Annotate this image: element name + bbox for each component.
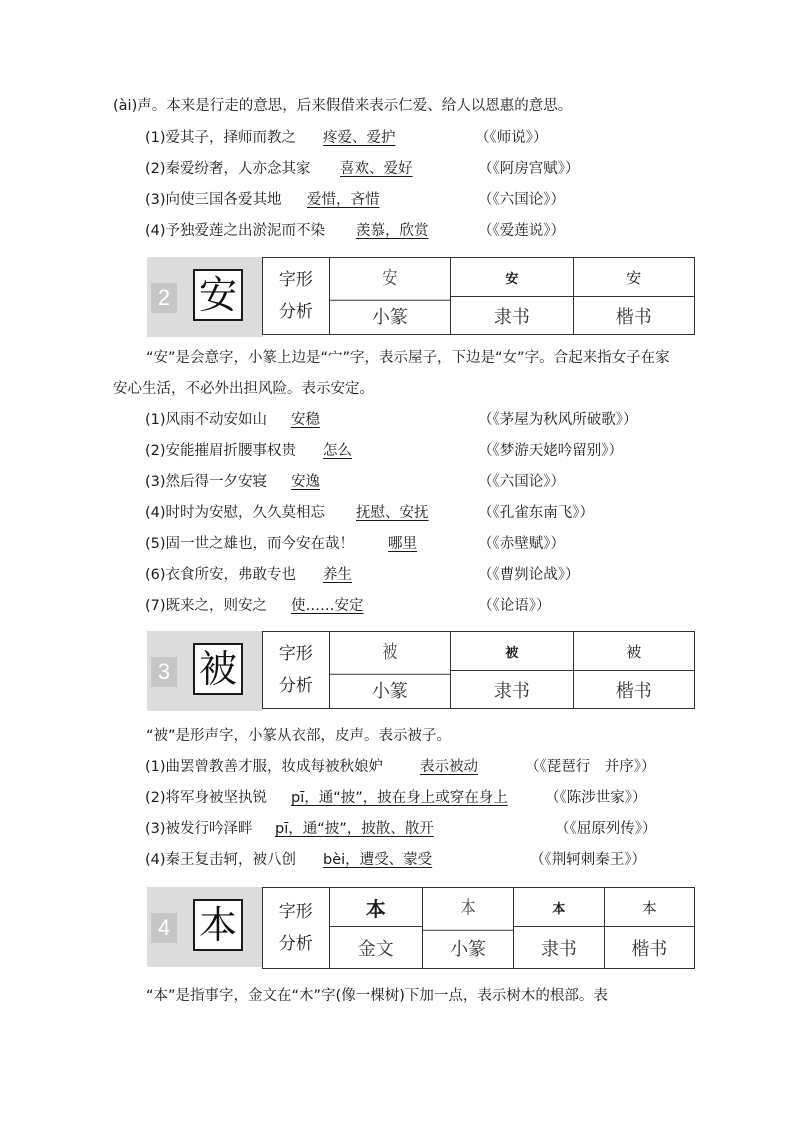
example-meaning: 羡慕，欣赏 <box>356 223 429 239</box>
seal-glyph: 本 <box>423 884 513 931</box>
block-number: 3 <box>151 657 177 687</box>
regular-glyph: 安 <box>574 258 694 297</box>
regular-glyph: 被 <box>574 632 694 671</box>
char-block-bei <box>147 631 695 711</box>
example-meaning: pī，通“披”，披散、散开 <box>275 821 434 837</box>
glyph-table <box>262 887 695 969</box>
form-column <box>330 888 423 968</box>
bronze-glyph: 本 <box>330 888 422 927</box>
example-quote: (1)爱其子，择师而教之 <box>145 130 297 146</box>
section2-paragraph: “安”是会意字，小篆上边是“宀”字，表示屋子，下边是“女”字。合起来指女子在家安心生活，不必外出担风险。表示安定。 <box>113 350 670 397</box>
section1-intro: (ài)声。本来是行走的意思，后来假借来表示仁爱、给人以恩惠的意思。 <box>113 98 573 114</box>
script-name: 小篆 <box>371 306 408 328</box>
block-number: 4 <box>151 913 177 943</box>
script-name: 楷书 <box>615 680 652 702</box>
example-quote: (2)秦爱纷奢，人亦念其家 <box>145 161 311 177</box>
example-meaning: 哪里 <box>388 536 417 552</box>
example-source: （《赤壁赋》） <box>478 536 565 552</box>
char-block-an <box>147 257 695 337</box>
example-quote: (4)予独爱莲之出淤泥而不染 <box>145 223 326 239</box>
example-source: （《阿房宫赋》） <box>478 161 580 177</box>
glyph-table <box>262 631 695 709</box>
form-column <box>574 258 694 334</box>
example-source: （《陈涉世家》） <box>545 790 647 806</box>
block-character: 安 <box>193 269 243 321</box>
example-source: （《曹刿论战》） <box>478 567 580 583</box>
example-source: （《荆轲刺秦王》） <box>530 852 646 868</box>
script-name: 金文 <box>357 938 394 960</box>
example-source: （《梦游天姥吟留别》） <box>478 443 623 459</box>
example-meaning: 爱惜，吝惜 <box>307 192 380 208</box>
example-source: （《爱莲说》） <box>478 223 565 239</box>
example-meaning: 安逸 <box>291 474 320 490</box>
block-number: 2 <box>151 283 177 313</box>
example-source: （《屈原列传》） <box>555 821 657 837</box>
block-character: 被 <box>193 643 243 695</box>
label-top: 字形 <box>278 902 313 922</box>
label-bottom: 分析 <box>278 676 313 696</box>
script-name: 隶书 <box>540 938 577 960</box>
example-source: （《六国论》） <box>478 192 565 208</box>
example-meaning: bèi，遭受、蒙受 <box>323 852 433 868</box>
form-column <box>574 632 694 708</box>
example-source: （《论语》） <box>478 598 551 614</box>
example-source: （《师说》） <box>475 130 548 146</box>
example-source: （《六国论》） <box>478 474 565 490</box>
clerical-glyph: 被 <box>451 632 572 671</box>
example-quote: (5)固一世之雄也，而今安在哉！ <box>145 536 355 552</box>
example-meaning: 抚慰、安抚 <box>356 505 429 521</box>
clerical-glyph: 安 <box>451 258 572 297</box>
example-meaning: 使……安定 <box>291 598 364 614</box>
script-name: 小篆 <box>450 938 487 960</box>
form-column <box>451 258 573 334</box>
label-top: 字形 <box>278 270 313 290</box>
example-quote: (3)向使三国各爱其地 <box>145 192 282 208</box>
label-bottom: 分析 <box>278 934 313 954</box>
example-quote: (2)将军身被坚执锐 <box>145 790 268 806</box>
example-quote: (2)安能摧眉折腰事权贵 <box>145 443 297 459</box>
example-source: （《琵琶行 并序》） <box>525 759 656 775</box>
label-top: 字形 <box>278 644 313 664</box>
example-meaning: 养生 <box>323 567 352 583</box>
form-column <box>514 888 604 968</box>
form-column <box>330 632 451 708</box>
section3-paragraph: “被”是形声字，小篆从衣部，皮声。表示被子。 <box>146 728 452 744</box>
block-character: 本 <box>193 899 243 951</box>
script-name: 小篆 <box>371 680 408 702</box>
seal-glyph: 被 <box>330 628 450 675</box>
form-column <box>605 888 694 968</box>
example-meaning: pī，通“披”，披在身上或穿在身上 <box>291 790 508 806</box>
table-label <box>263 632 330 708</box>
regular-glyph: 本 <box>605 888 694 927</box>
table-label <box>263 258 330 334</box>
table-label <box>263 888 330 968</box>
script-name: 隶书 <box>493 680 530 702</box>
char-block-ben <box>147 887 695 971</box>
glyph-table <box>262 257 695 335</box>
example-meaning: 喜欢、爱好 <box>340 161 413 177</box>
example-source: （《孔雀东南飞》） <box>478 505 594 521</box>
example-meaning: 表示被动 <box>420 759 478 775</box>
clerical-glyph: 本 <box>514 888 603 927</box>
form-column <box>330 258 451 334</box>
script-name: 隶书 <box>493 306 530 328</box>
script-name: 楷书 <box>631 938 668 960</box>
form-column <box>451 632 573 708</box>
example-quote: (4)时时为安慰，久久莫相忘 <box>145 505 326 521</box>
example-meaning: 疼爱、爱护 <box>323 130 396 146</box>
example-quote: (4)秦王复击轲，被八创 <box>145 852 297 868</box>
example-quote: (1)风雨不动安如山 <box>145 412 268 428</box>
example-quote: (1)曲罢曾教善才服，妆成每被秋娘妒 <box>145 759 384 775</box>
section4-paragraph: “本”是指事字，金文在“木”字(像一棵树)下加一点，表示树木的根部。表 <box>146 988 608 1004</box>
seal-glyph: 安 <box>330 254 450 301</box>
example-source: （《茅屋为秋风所破歌》） <box>478 412 638 428</box>
example-quote: (3)被发行吟泽畔 <box>145 821 253 837</box>
example-meaning: 安稳 <box>291 412 320 428</box>
script-name: 楷书 <box>615 306 652 328</box>
example-quote: (3)然后得一夕安寝 <box>145 474 268 490</box>
label-bottom: 分析 <box>278 302 313 322</box>
example-quote: (7)既来之，则安之 <box>145 598 268 614</box>
example-meaning: 怎么 <box>323 443 352 459</box>
example-quote: (6)衣食所安，弗敢专也 <box>145 567 297 583</box>
form-column <box>423 888 514 968</box>
